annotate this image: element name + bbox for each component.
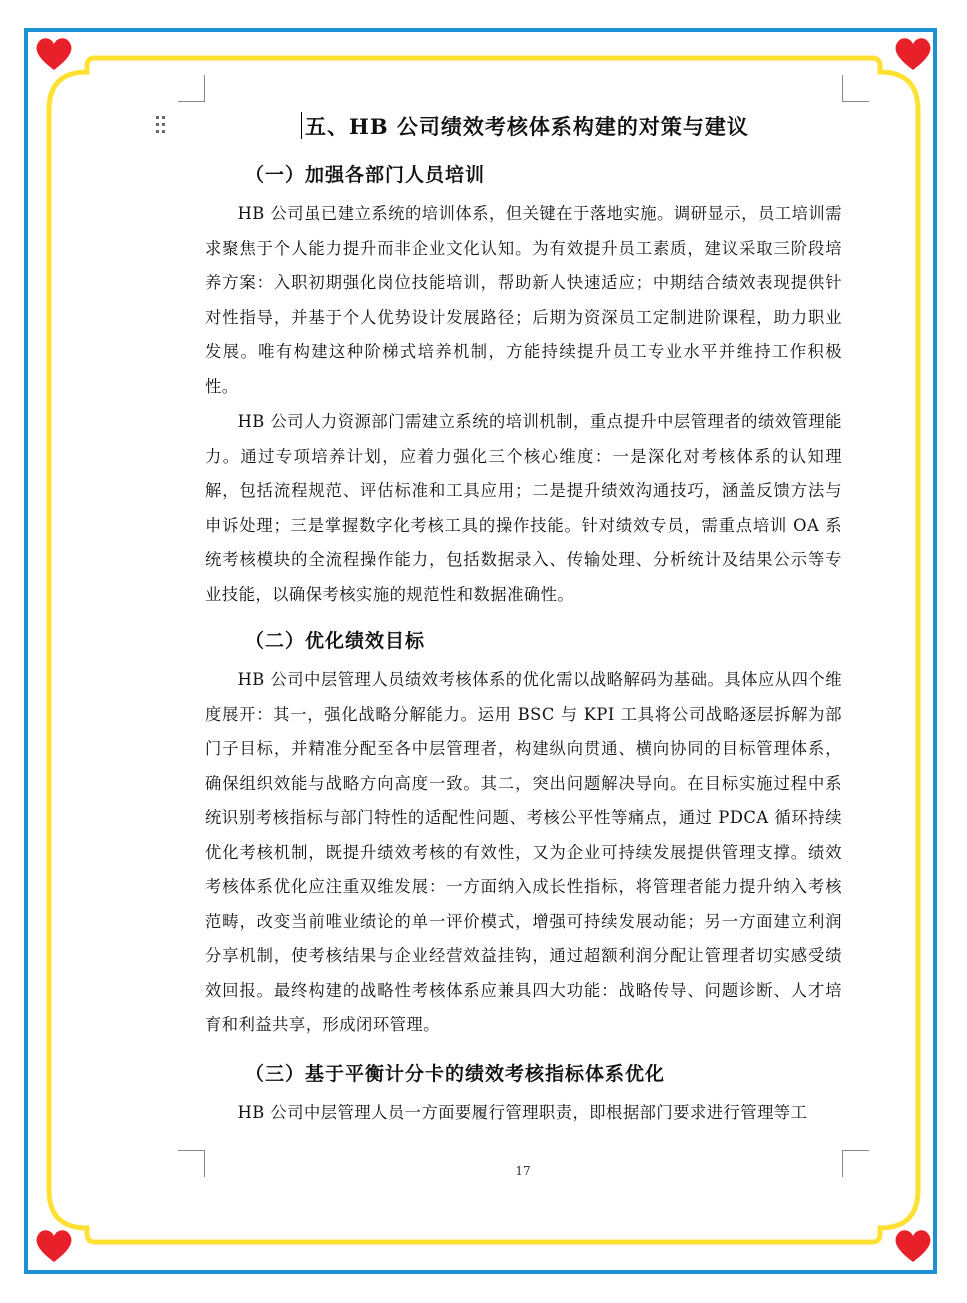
subsection-heading-1: （一）加强各部门人员培训	[245, 164, 486, 186]
paragraph-1: HB 公司虽已建立系统的培训体系，但关键在于落地实施。调研显示，员工培训需求聚焦于个人能力提升而非企业文化认知。为有效提升员工素质，建议采取三阶段培养方案：入职初期强化岗位技能培训，帮助新人快速适应；中期结合绩效表现提供针对性指导，并基于个人优势设计发展路径；后期为资深员工定制进阶课程，助力职业发展。唯有构建这种阶梯式培养机制，方能持续提升员工专业水平并维持工作积极性。	[205, 204, 842, 396]
heart-icon-top-left	[34, 34, 74, 74]
paragraph-drag-handle-icon[interactable]	[156, 116, 168, 136]
paragraph-3: HB 公司中层管理人员绩效考核体系的优化需以战略解码为基础。具体应从四个维度展开：其一，强化战略分解能力。运用 BSC 与 KPI 工具将公司战略逐层拆解为部门子目标，并精准分配至各中层管理者，构建纵向贯通、横向协同的目标管理体系，确保组织效能与战略方向高度一致。其二，突出问题解决导向。在目标实施过程中系统识别考核指标与部门特性的适配性问题、考核公平性等痛点，通过 PDCA 循环持续优化考核机制，既提升绩效考核的有效性，又为企业可持续发展提供管理支撑。绩效考核体系优化应注重双维发展：一方面纳入成长性指标，将管理者能力提升纳入考核范畴，改变当前唯业绩论的单一评价模式，增强可持续发展动能；另一方面建立利润分享机制，使考核结果与企业经营效益挂钩，通过超额利润分配让管理者切实感受绩效回报。最终构建的战略性考核体系应兼具四大功能：战略传导、问题诊断、人才培育和利益共享，形成闭环管理。	[205, 670, 842, 1034]
section-title: 五、HB 公司绩效考核体系构建的对策与建议	[305, 114, 749, 139]
heart-icon-top-right	[893, 34, 933, 74]
subsection-heading-2: （二）优化绩效目标	[245, 630, 426, 652]
page-number: 17	[515, 1164, 531, 1178]
crop-mark-top-right	[842, 75, 869, 102]
heart-icon-bottom-left	[34, 1226, 74, 1266]
text-cursor	[301, 112, 302, 139]
paragraph-4: HB 公司中层管理人员一方面要履行管理职责，即根据部门要求进行管理等工	[237, 1103, 808, 1122]
crop-mark-bottom-left	[178, 1150, 205, 1177]
crop-mark-top-left	[178, 75, 205, 102]
subsection-heading-3: （三）基于平衡计分卡的绩效考核指标体系优化	[245, 1063, 666, 1085]
paragraph-2: HB 公司人力资源部门需建立系统的培训机制，重点提升中层管理者的绩效管理能力。通过专项培养计划，应着力强化三个核心维度：一是深化对考核体系的认知理解，包括流程规范、评估标准和工具应用；二是提升绩效沟通技巧，涵盖反馈方法与申诉处理；三是掌握数字化考核工具的操作技能。针对绩效专员，需重点培训 OA 系统考核模块的全流程操作能力，包括数据录入、传输处理、分析统计及结果公示等专业技能，以确保考核实施的规范性和数据准确性。	[205, 412, 842, 604]
crop-mark-bottom-right	[842, 1150, 869, 1177]
heart-icon-bottom-right	[893, 1226, 933, 1266]
